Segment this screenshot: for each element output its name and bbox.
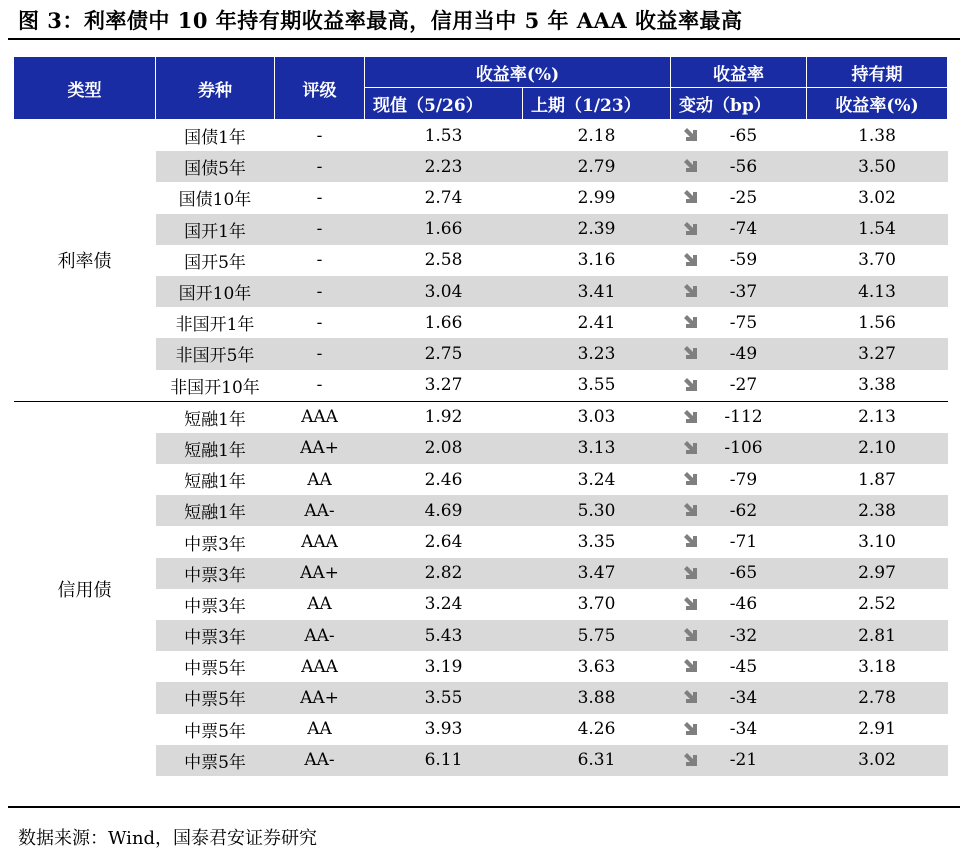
change-cell	[671, 401, 807, 433]
rating-cell: -	[316, 375, 323, 396]
rating-cell: -	[275, 276, 365, 307]
header-holding-line2: 收益率(%)	[807, 88, 948, 120]
change-cell	[671, 495, 807, 526]
holding-yield-cell: 2.97	[807, 558, 948, 589]
change-cell	[671, 370, 807, 402]
current-yield-cell: 5.43	[365, 620, 523, 651]
rating-cell: AA	[307, 719, 332, 740]
arrow-down-right-icon	[683, 127, 699, 143]
rating-cell: AA	[307, 469, 332, 490]
arrow-down-right-icon	[683, 440, 699, 456]
holding-yield-cell: 3.38	[858, 375, 896, 396]
instrument-cell: 国债10年	[178, 190, 252, 211]
change-cell	[671, 558, 807, 589]
previous-yield-cell: 3.63	[577, 656, 616, 677]
category-cell: 利率债	[14, 120, 156, 402]
change-value: -74	[729, 219, 758, 240]
arrow-down-right-icon	[683, 252, 699, 268]
previous-yield-cell: 2.18	[577, 125, 616, 146]
current-yield-cell: 2.82	[365, 558, 523, 589]
figure-title: 图 3：利率债中 10 年持有期收益率最高，信用当中 5 年 AAA 收益率最高	[18, 8, 743, 33]
rating-cell: AA+	[275, 433, 365, 464]
arrow-down-right-icon	[683, 533, 699, 549]
arrow-down-right-icon	[683, 409, 699, 425]
current-yield-cell: 2.74	[424, 187, 463, 208]
instrument-cell: 中票3年	[184, 534, 246, 555]
arrow-down-right-icon	[683, 627, 699, 643]
previous-yield-cell: 3.35	[577, 532, 616, 553]
change-value: -27	[729, 375, 758, 396]
holding-yield-cell: 3.02	[858, 187, 896, 208]
holding-yield-cell: 1.54	[807, 214, 948, 245]
change-value: -56	[729, 156, 758, 177]
holding-yield-cell: 2.38	[807, 495, 948, 526]
header-rating: 评级	[275, 57, 365, 120]
instrument-cell: 短融1年	[184, 472, 246, 493]
current-yield-cell: 1.92	[365, 401, 523, 433]
rating-cell: AAA	[301, 532, 338, 553]
change-value: -112	[724, 407, 763, 428]
previous-yield-cell: 3.13	[523, 433, 671, 464]
instrument-cell: 中票3年	[156, 620, 275, 651]
rating-cell: -	[275, 214, 365, 245]
instrument-cell: 中票3年	[184, 596, 246, 617]
change-value: -49	[729, 343, 758, 364]
change-value: -46	[729, 594, 758, 615]
change-value: -71	[729, 532, 758, 553]
change-cell	[671, 526, 807, 557]
instrument-cell: 非国开10年	[170, 377, 260, 398]
instrument-cell: 国开10年	[156, 276, 275, 307]
header-yield-group: 收益率(%)	[365, 57, 671, 88]
rating-cell: -	[275, 151, 365, 182]
rating-cell: AA-	[275, 620, 365, 651]
current-yield-cell: 1.66	[365, 214, 523, 245]
arrow-down-right-icon	[683, 596, 699, 612]
rating-cell: AAA	[275, 401, 365, 433]
table-row	[14, 120, 948, 152]
arrow-down-right-icon	[683, 565, 699, 581]
change-cell	[671, 589, 807, 620]
table-row	[14, 401, 948, 433]
instrument-cell: 短融1年	[156, 401, 275, 433]
holding-yield-cell: 2.13	[807, 401, 948, 433]
change-value: -34	[729, 719, 758, 740]
change-cell	[671, 714, 807, 745]
header-instrument: 券种	[156, 57, 275, 120]
current-yield-cell: 2.08	[365, 433, 523, 464]
holding-yield-cell: 2.91	[858, 719, 896, 740]
holding-yield-cell: 3.18	[858, 656, 896, 677]
change-value: -65	[729, 563, 758, 584]
arrow-down-right-icon	[683, 221, 699, 237]
previous-yield-cell: 4.26	[577, 719, 616, 740]
figure-title-bar	[8, 0, 960, 40]
header-yield-single: 收益率	[671, 57, 807, 88]
change-cell	[671, 276, 807, 307]
current-yield-cell: 3.93	[424, 719, 463, 740]
change-value: -34	[729, 687, 758, 708]
change-cell	[671, 620, 807, 651]
previous-yield-cell: 3.70	[577, 594, 616, 615]
change-cell	[671, 433, 807, 464]
change-value: -25	[729, 187, 758, 208]
arrow-down-right-icon	[683, 689, 699, 705]
previous-yield-cell: 3.47	[523, 558, 671, 589]
rating-cell: AAA	[301, 656, 338, 677]
change-cell	[671, 651, 807, 682]
change-cell	[671, 214, 807, 245]
arrow-down-right-icon	[683, 721, 699, 737]
instrument-cell: 中票5年	[156, 745, 275, 776]
bottom-rule	[8, 806, 960, 808]
arrow-down-right-icon	[683, 752, 699, 768]
rating-cell: AA-	[275, 495, 365, 526]
previous-yield-cell: 2.39	[523, 214, 671, 245]
rating-cell: AA+	[275, 558, 365, 589]
change-value: -62	[729, 500, 758, 521]
instrument-cell: 国债5年	[156, 151, 275, 182]
change-cell	[671, 182, 807, 213]
holding-yield-cell: 2.81	[807, 620, 948, 651]
change-cell	[671, 120, 807, 152]
holding-yield-cell: 1.56	[858, 312, 896, 333]
current-yield-cell: 1.66	[424, 312, 463, 333]
current-yield-cell: 2.64	[424, 532, 463, 553]
instrument-cell: 短融1年	[156, 433, 275, 464]
header-holding-line1: 持有期	[807, 57, 948, 88]
current-yield-cell: 2.23	[365, 151, 523, 182]
change-value: -21	[729, 750, 758, 771]
current-yield-cell: 3.27	[424, 375, 463, 396]
instrument-cell: 国开5年	[184, 252, 246, 273]
previous-yield-cell: 3.03	[523, 401, 671, 433]
current-yield-cell: 3.55	[365, 682, 523, 713]
previous-yield-cell: 5.30	[523, 495, 671, 526]
holding-yield-cell: 3.50	[807, 151, 948, 182]
header-type: 类型	[14, 57, 156, 120]
arrow-down-right-icon	[683, 658, 699, 674]
previous-yield-cell: 3.88	[523, 682, 671, 713]
instrument-cell: 中票5年	[156, 682, 275, 713]
instrument-cell: 国开1年	[156, 214, 275, 245]
rating-cell: AA-	[275, 745, 365, 776]
holding-yield-cell: 3.02	[807, 745, 948, 776]
current-yield-cell: 1.53	[424, 125, 463, 146]
holding-yield-cell: 1.87	[858, 469, 896, 490]
arrow-down-right-icon	[683, 314, 699, 330]
change-cell	[671, 307, 807, 338]
change-cell	[671, 464, 807, 495]
arrow-down-right-icon	[683, 502, 699, 518]
change-cell	[671, 682, 807, 713]
current-yield-cell: 3.04	[365, 276, 523, 307]
header-current: 现值（5/26）	[365, 88, 523, 120]
arrow-down-right-icon	[683, 158, 699, 174]
rating-cell: -	[316, 187, 323, 208]
change-value: -65	[729, 125, 758, 146]
previous-yield-cell: 5.75	[523, 620, 671, 651]
arrow-down-right-icon	[683, 189, 699, 205]
previous-yield-cell: 2.41	[577, 312, 616, 333]
rating-cell: -	[316, 125, 323, 146]
current-yield-cell: 4.69	[365, 495, 523, 526]
previous-yield-cell: 2.79	[523, 151, 671, 182]
arrow-down-right-icon	[683, 377, 699, 393]
previous-yield-cell: 3.16	[577, 250, 616, 271]
instrument-cell: 短融1年	[156, 495, 275, 526]
header-change: 变动（bp）	[671, 88, 807, 120]
table-body	[14, 120, 948, 776]
rating-cell: AA	[307, 594, 332, 615]
arrow-down-right-icon	[683, 283, 699, 299]
previous-yield-cell: 3.41	[523, 276, 671, 307]
arrow-down-right-icon	[683, 471, 699, 487]
instrument-cell: 非国开1年	[175, 315, 255, 336]
header-previous: 上期（1/23）	[523, 88, 671, 120]
rating-cell: -	[316, 312, 323, 333]
instrument-cell: 中票5年	[184, 659, 246, 680]
change-cell	[671, 151, 807, 182]
change-value: -106	[724, 438, 763, 459]
instrument-cell: 国债1年	[184, 128, 246, 149]
source-note: 数据来源：Wind，国泰君安证券研究	[18, 828, 318, 849]
holding-yield-cell: 3.27	[807, 338, 948, 369]
rating-cell: -	[275, 338, 365, 369]
current-yield-cell: 3.24	[424, 594, 463, 615]
holding-yield-cell: 2.78	[807, 682, 948, 713]
current-yield-cell: 2.46	[424, 469, 463, 490]
table-header	[14, 57, 948, 120]
holding-yield-cell: 3.70	[858, 250, 896, 271]
yield-table-container	[13, 56, 947, 776]
change-value: -37	[729, 281, 758, 302]
current-yield-cell: 2.58	[424, 250, 463, 271]
yield-table	[13, 56, 948, 776]
holding-yield-cell: 1.38	[858, 125, 896, 146]
holding-yield-cell: 4.13	[807, 276, 948, 307]
current-yield-cell: 2.75	[365, 338, 523, 369]
change-cell	[671, 338, 807, 369]
change-value: -75	[729, 312, 758, 333]
change-cell	[671, 245, 807, 276]
rating-cell: AA+	[275, 682, 365, 713]
arrow-down-right-icon	[683, 345, 699, 361]
change-cell	[671, 745, 807, 776]
previous-yield-cell: 3.55	[577, 375, 616, 396]
instrument-cell: 非国开5年	[156, 338, 275, 369]
change-value: -79	[729, 469, 758, 490]
holding-yield-cell: 2.10	[807, 433, 948, 464]
instrument-cell: 中票5年	[184, 721, 246, 742]
current-yield-cell: 6.11	[365, 745, 523, 776]
change-value: -59	[729, 250, 758, 271]
current-yield-cell: 3.19	[424, 656, 463, 677]
previous-yield-cell: 3.24	[577, 469, 616, 490]
change-value: -32	[729, 625, 758, 646]
category-cell: 信用债	[14, 401, 156, 776]
previous-yield-cell: 3.23	[523, 338, 671, 369]
instrument-cell: 中票3年	[156, 558, 275, 589]
previous-yield-cell: 2.99	[577, 187, 616, 208]
holding-yield-cell: 3.10	[858, 532, 896, 553]
previous-yield-cell: 6.31	[523, 745, 671, 776]
rating-cell: -	[316, 250, 323, 271]
holding-yield-cell: 2.52	[858, 594, 896, 615]
change-value: -45	[729, 656, 758, 677]
